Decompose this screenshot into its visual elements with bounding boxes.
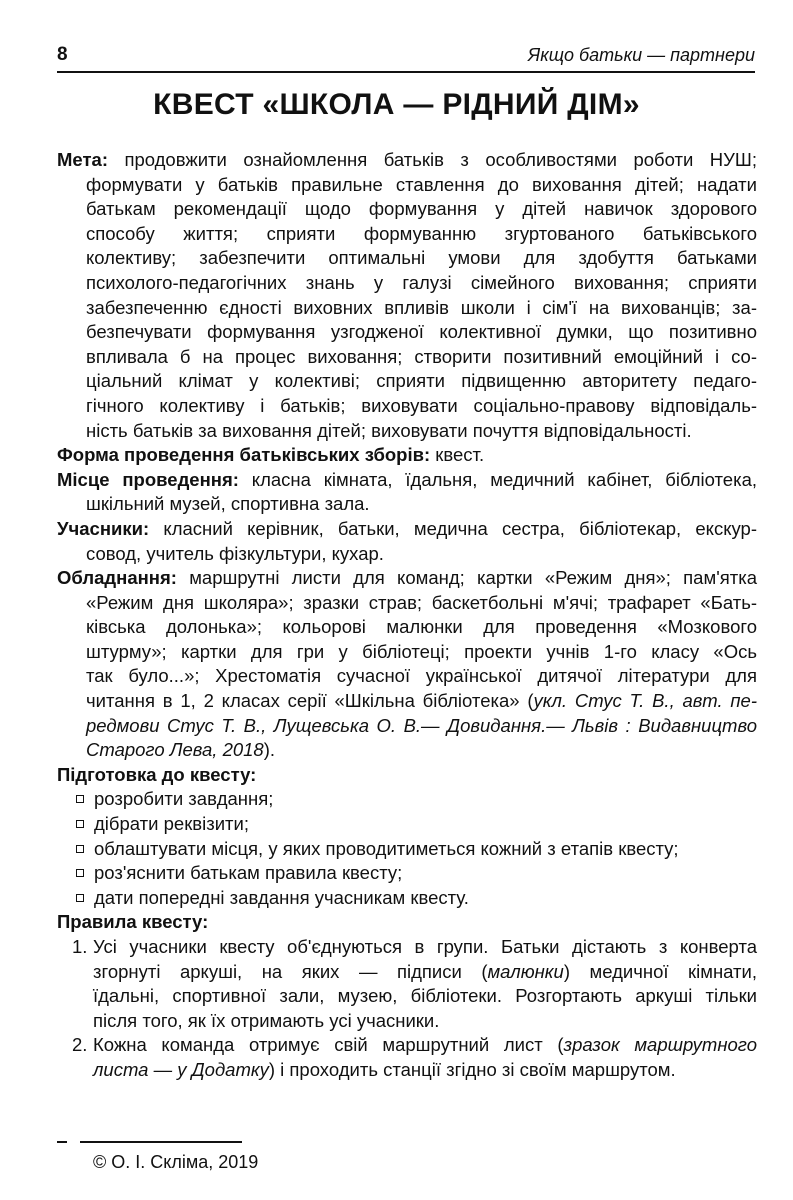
equipment-text: ).	[263, 739, 276, 761]
goal-text-line: ціальний клімат у колективі; сприяти підвищенню авторитету педаго-	[86, 370, 757, 392]
participants-section: Учасники: класний керівник, батьки, медична сестра, бібліотекар, екскур- совод, учитель фізкультури, кухар.	[57, 517, 757, 566]
equipment-citation: редмови Стус Т. В., Лущевська О. В.— Довидання.— Львів : Видавництво	[86, 714, 757, 736]
equipment-label: Обладнання	[57, 567, 171, 589]
equipment-text-line	[57, 689, 757, 714]
goal-text-line: гічного колективу і батьків; виховувати соціально-правову відповідаль-	[86, 394, 757, 416]
rules-label: Правила квесту	[57, 911, 203, 933]
goal-text-line: психолого-педагогічних знань у галузі сімейного виховання; сприяти	[86, 271, 757, 293]
goal-text-line: колективу; забезпечити оптимальні умови для здобуття батьками	[86, 247, 757, 269]
goal-text-line: впливала б на процес виховання; створити позитивний емоційний і со-	[86, 345, 757, 367]
preparation-item	[57, 837, 757, 862]
rules-section: Правила квесту: 1. Усі учасники квесту об'єднуються в групи. Батьки дістають з конверта згорнуті аркуші, на яких — підписи (малюнки) медичної кімнати, їдальні, спортивної зали, музею, бібліотеки. Розгортають аркуші тільки після того, як їх отримають усі учасники. 2. Кожна команда отримує свій маршрутний лист (зразок маршрутного листа — у Додатку) і проходить станції згідно зі своїм маршрутом.	[57, 910, 757, 1082]
equipment-text-line: ківська долонька»; кольорові малюнки для проведення «Мозкового	[86, 616, 757, 638]
place-text-line: шкільний музей, спортивна зала.	[86, 493, 370, 515]
goal-section: Мета: продовжити ознайомлення батьків з особливостями роботи НУШ; формувати у батьків правильне ставлення до виховання дітей; надати батькам рекомендації щодо формування у дітей навичок здорового способу життя; сприяти формуванню згуртованого батьківського колективу; забезпечити оптимальні умови для здобуття батьками психолого-педагогічних знань у галузі сімейного виховання; сприяти забезпеченню єдності виховних впливів школи і сім'ї на вихованців; за- безпечувати формування узгодженої колективної думки, що позитивно впливала б на процес виховання; створити позитивний емоційний і со- ціальний клімат у колективі; сприяти підвищенню авторитету педаго- гічного колективу і батьків; виховувати соціально-правову відповідаль- ність батьків за виховання дітей; виховувати почуття відповідальності.	[57, 148, 757, 443]
checkbox-bullet-icon	[76, 795, 84, 803]
goal-text-line: забезпеченню єдності виховних впливів школи і сім'ї на вихованців; за-	[86, 296, 757, 318]
preparation-item-text: розробити завдання;	[94, 788, 274, 810]
page-title: КВЕСТ «ШКОЛА — РІДНИЙ ДІМ»	[153, 88, 640, 121]
rule-item	[57, 935, 757, 1033]
preparation-label: Підготовка до квесту	[57, 763, 251, 785]
place-label: Місце проведення	[57, 468, 233, 490]
checkbox-bullet-icon	[76, 894, 84, 902]
goal-text-line: безпечувати формування узгодженої колективної думки, що позитивно	[86, 321, 757, 343]
equipment-text-line: штурму»; картки для гри у бібліотеці; проекти учнів 1-го класу «Ось	[86, 640, 757, 662]
rule-text-line: після того, як їх отримають усі учасники.	[93, 1009, 440, 1031]
goal-text-line: продовжити ознайомлення батьків з особливостями роботи НУШ;	[124, 149, 757, 170]
rule-text-italic: листа — у Додатку	[93, 1058, 269, 1080]
place-section: Місце проведення: класна кімната, їдальня, медичний кабінет, бібліотека, шкільний музей, спортивна зала.	[57, 468, 757, 517]
preparation-item	[57, 812, 757, 837]
goal-text-line: ність батьків за виховання дітей; виховувати почуття відповідальності.	[86, 419, 692, 441]
participants-label: Учасники	[57, 517, 144, 539]
form-label: Форма проведення батьківських зборів	[57, 444, 424, 466]
preparation-item	[57, 861, 757, 886]
goal-label: Мета	[57, 149, 102, 170]
header-rule	[57, 71, 755, 73]
rule-text: ) медичної кімнати,	[563, 960, 757, 982]
rule-text: ) і проходить станції згідно зі своїм маршрутом.	[268, 1058, 676, 1080]
preparation-item-text: облаштувати місця, у яких проводитиметься кожний з етапів квесту;	[94, 837, 679, 859]
form-section: Форма проведення батьківських зборів: квест.	[57, 444, 485, 466]
form-value: квест.	[435, 444, 485, 466]
preparation-item-text: дати попередні завдання учасникам квесту.	[94, 886, 469, 908]
place-text-line: класна кімната, їдальня, медичний кабінет, бібліотека,	[251, 468, 757, 490]
participants-text-line: класний керівник, батьки, медична сестра, бібліотекар, екскур-	[163, 517, 758, 539]
equipment-text-line: маршрутні листи для команд; картки «Режим дня»; пам'ятка	[189, 567, 758, 589]
equipment-text-line	[57, 738, 757, 763]
preparation-section: Підготовка до квесту: розробити завдання; дібрати реквізити; облаштувати місця, у яких проводитиметься кожний з етапів квесту; роз'яснити батькам правила квесту; дати попередні завдання учасникам квесту.	[57, 763, 757, 911]
rule-text-line	[57, 960, 757, 985]
rule-text-italic: малюнки	[487, 960, 564, 982]
goal-text-line: формувати у батьків правильне ставлення до виховання дітей; надати	[86, 173, 757, 195]
page-number: 8	[57, 44, 68, 65]
document-body	[57, 148, 757, 1083]
goal-text-line: способу життя; сприяти формуванню згуртованого батьківського	[86, 222, 757, 244]
equipment-text: читання в 1, 2 класах серії «Шкільна бібліотека» (	[86, 690, 534, 712]
running-title: Якщо батьки — партнери	[527, 45, 755, 65]
running-header	[57, 44, 755, 70]
rule-number: 2.	[72, 1034, 88, 1056]
equipment-citation: укл. Стус Т. В., авт. пе-	[533, 690, 757, 712]
equipment-section: Обладнання: маршрутні листи для команд; картки «Режим дня»; пам'ятка «Режим дня школяра»; зразки страв; баскетбольні м'ячі; трафарет «Бать- ківська долонька»; кольорові малюнки для проведення «Мозкового штурму»; картки для гри у бібліотеці; проекти учнів 1-го класу «Ось так було...»; Хрестоматія сучасної української дитячої літератури для читання в 1, 2 класах серії «Шкільна бібліотека» (укл. Стус Т. В., авт. пе- редмови Стус Т. В., Лущевська О. В.— Довидання.— Львів : Видавництво Старого Лева, 2018).	[57, 566, 757, 763]
goal-text-line: батькам рекомендації щодо формування у дітей навичок здорового	[86, 198, 757, 220]
rule-text: згорнуті аркуші, на яких — підписи (	[93, 960, 488, 982]
preparation-item	[57, 886, 757, 911]
equipment-text-line: «Режим дня школяра»; зразки страв; баскетбольні м'ячі; трафарет «Бать-	[86, 591, 757, 613]
rule-item	[57, 1033, 757, 1082]
preparation-item	[57, 787, 757, 812]
preparation-item-text: дібрати реквізити;	[94, 813, 249, 835]
rule-number: 1.	[72, 936, 88, 957]
rule-text-line	[57, 1058, 757, 1083]
rule-text: Кожна команда отримує свій маршрутний лист (	[93, 1034, 564, 1056]
equipment-citation: Старого Лева, 2018	[86, 739, 264, 761]
preparation-item-text: роз'яснити батькам правила квесту;	[94, 862, 403, 884]
participants-text-line: совод, учитель фізкультури, кухар.	[86, 542, 384, 564]
checkbox-bullet-icon	[76, 820, 84, 828]
footnote-rule	[80, 1141, 242, 1143]
rule-text-line: їдальні, спортивної зали, музею, бібліотеки. Розгортають аркуші тільки	[93, 985, 757, 1007]
footnote-rule	[57, 1141, 67, 1143]
checkbox-bullet-icon	[76, 869, 84, 877]
equipment-text-line: так було...»; Хрестоматія сучасної української дитячої літератури для	[86, 665, 757, 687]
rule-text: Усі учасники квесту об'єднуються в групи. Батьки дістають з конверта	[93, 936, 757, 957]
rule-text-italic: зразок маршрутного	[563, 1034, 757, 1056]
copyright-notice: © О. І. Скліма, 2019	[93, 1152, 259, 1172]
checkbox-bullet-icon	[76, 845, 84, 853]
